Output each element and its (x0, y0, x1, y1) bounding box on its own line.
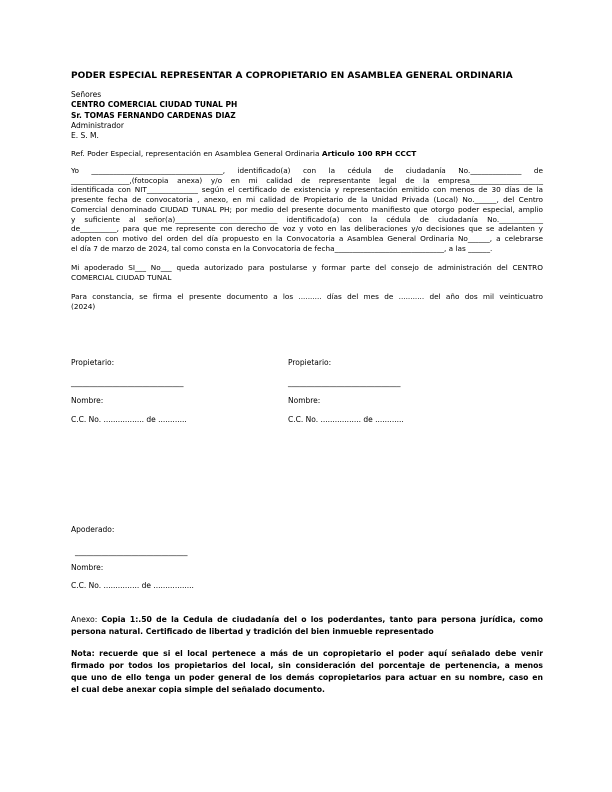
owner-left-signature-line: ______________________________ (71, 378, 184, 387)
header-addressee: Sr. TOMAS FERNANDO CARDENAS DIAZ (71, 110, 236, 120)
body-paragraph-3 (71, 292, 543, 311)
paragraph3-line: Para constancia, se firma el presente documento a los .......... días del mes de ........... del año dos mil veinticuatro (71, 292, 543, 301)
signature-block-owner-left (71, 358, 271, 425)
anexo-paragraph (71, 614, 543, 638)
body-paragraph-1 (71, 166, 543, 253)
nota-line: firmado por todos los propietarios del local, sin consideración del porcentaje de pertenencia, a menos (71, 661, 543, 670)
paragraph1-line: presente fecha de convocatoria , anexo, en mi calidad de Propietario de la Unidad Privada (Local) No.______, del Centro (71, 195, 543, 205)
owner-right-cc-line: C.C. No. ................. de ............ (288, 415, 404, 424)
body-paragraph-2 (71, 263, 543, 282)
paragraph1-line: identificada con NIT______________ según el certificado de existencia y representación emitido con menos de 30 días de la (71, 185, 543, 195)
owner-left-name-label: Nombre: (71, 396, 104, 405)
owner-right-signature-line: ______________________________ (288, 378, 401, 387)
owner-left-label: Propietario: (71, 358, 115, 367)
nota-line: que uno de ello tenga un poder general de los demás copropietarios para actuar en su nombre, caso en (71, 673, 543, 682)
reference-prefix: Ref. Poder Especial, representación en Asamblea General Ordinaria (71, 149, 322, 158)
header-closing: E. S. M. (71, 131, 99, 141)
apoderado-name-label: Nombre: (71, 563, 104, 572)
paragraph2-line: Mi apoderado SI___ No___ queda autorizado para postularse y formar parte del consejo de administración del CENTRO (71, 263, 543, 272)
paragraph1-line: el día 7 de marzo de 2024, tal como consta en la Convocatoria de fecha______________________________, a las ______. (71, 243, 493, 253)
apoderado-label: Apoderado: (71, 525, 115, 534)
signature-block-apoderado (71, 525, 271, 591)
owner-right-label: Propietario: (288, 358, 332, 367)
paragraph3-line: (2024) (71, 301, 96, 311)
owner-right-name-label: Nombre: (288, 396, 321, 405)
paragraph1-line: adopten con motivo del orden del día propuesto en la Convocatoria a Asamblea General Ordinaria No______, a celebrarse (71, 233, 543, 243)
header-role: Administrador (71, 120, 124, 130)
nota-paragraph (71, 648, 543, 696)
page-title: PODER ESPECIAL REPRESENTAR A COPROPIETARIO EN ASAMBLEA GENERAL ORDINARIA (71, 71, 513, 81)
paragraph1-line: Comercial denominado CIUDAD TUNAL PH; por medio del presente documento manifiesto que otorgo poder especial, amplio (71, 204, 543, 214)
reference-line (71, 149, 543, 158)
anexo-label: Anexo: (71, 615, 102, 624)
signature-block-owner-right (288, 358, 488, 425)
owner-left-cc-line: C.C. No. ................. de ............ (71, 415, 187, 424)
nota-line: Nota: recuerde que si el local pertenece a más de un copropietario el poder aquí señalado debe venir (71, 649, 543, 658)
anexo-text: persona natural. Certificado de libertad y tradición del bien inmueble representado (71, 627, 434, 636)
header-salutation: Señores (71, 90, 102, 99)
apoderado-cc-line: C.C. No. ............... de ................. (71, 581, 194, 590)
reference-article: Articulo 100 RPH CCCT (321, 149, 417, 158)
paragraph1-line: ________________,(fotocopia anexa) y/o en mi calidad de representante legal de la empresa____________________ (71, 175, 543, 185)
paragraph1-line: Yo ____________________________________, identificado(a) con la cédula de ciudadanía No.______________ de (71, 166, 543, 175)
header-company-name: CENTRO COMERCIAL CIUDAD TUNAL PH (71, 100, 238, 110)
letter-header (71, 90, 543, 141)
apoderado-signature-line: ______________________________ (75, 547, 188, 556)
paragraph1-line: de__________, para que me represente con derecho de voz y voto en las deliberaciones y/o decisiones que se adelanten y (71, 224, 543, 234)
paragraph2-line: COMERCIAL CIUDAD TUNAL (71, 272, 172, 282)
nota-line: el cual debe anexar copia simple del señalado documento. (71, 685, 325, 694)
anexo-text: Copia 1:.50 de la Cedula de ciudadanía del o los poderdantes, tanto para persona jurídica, como (101, 615, 544, 624)
paragraph1-line: y suficiente al señor(a)____________________________ identificado(a) con la cédula de ciudadanía No.____________ (71, 214, 543, 224)
